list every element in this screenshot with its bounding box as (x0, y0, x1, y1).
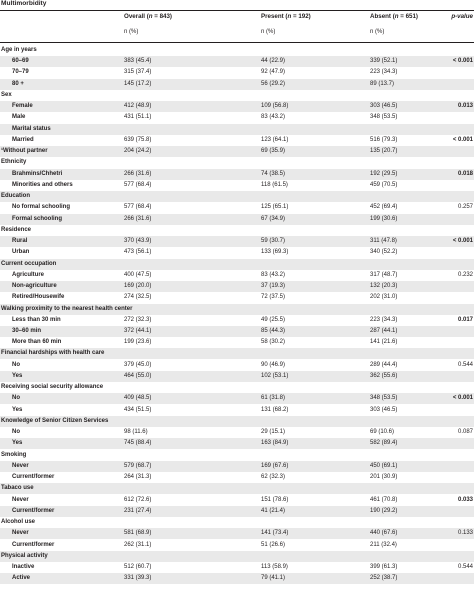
p-value: < 0.001 (452, 395, 473, 402)
present-value: 113 (58.9) (261, 564, 288, 571)
row-label: Yes (12, 440, 23, 447)
present-value: 69 (35.9) (261, 148, 286, 155)
present-value: 29 (15.1) (261, 429, 286, 436)
present-value: 83 (43.2) (261, 114, 286, 121)
p-value: 0.013 (457, 103, 473, 110)
row-label: Retired/Housewife (12, 294, 65, 301)
absent-value: 287 (44.1) (370, 328, 398, 334)
overall-value: 464 (55.0) (124, 372, 152, 379)
absent-value: 516 (79.3) (370, 136, 398, 143)
p-value: 0.133 (457, 530, 473, 537)
row-label: 80 + (12, 80, 24, 87)
overall-value: 379 (45.0) (124, 361, 152, 368)
absent-value: 303 (46.5) (370, 406, 398, 413)
row-label: Formal schooling (12, 215, 63, 222)
row-label: Current/former (12, 541, 55, 548)
header-overall: Overall (n = 843) (124, 13, 172, 20)
overall-value: 577 (68.4) (124, 204, 152, 211)
present-value: 79 (41.1) (261, 575, 286, 582)
table-row (0, 382, 474, 393)
row-label: Yes (12, 372, 23, 379)
table-row (0, 360, 474, 371)
table-row (0, 45, 474, 56)
overall-value: 579 (68.7) (124, 462, 152, 469)
absent-value: 141 (21.6) (370, 339, 398, 346)
overall-value: 612 (72.6) (124, 496, 152, 503)
row-label: Male (12, 114, 26, 121)
overall-value: 315 (37.4) (124, 69, 152, 76)
overall-value: 412 (48.9) (124, 103, 152, 110)
category-label: Alcohol use (1, 519, 36, 526)
category-label: Knowledge of Senior Citizen Services (1, 417, 109, 424)
overall-value: 266 (31.6) (124, 170, 152, 177)
table-row (0, 304, 474, 315)
table-row (0, 79, 474, 90)
table-row (0, 247, 474, 258)
overall-value: 145 (17.2) (124, 80, 152, 87)
table-row (0, 214, 474, 225)
category-label: Physical activity (1, 552, 48, 559)
absent-value: 199 (30.6) (370, 215, 398, 222)
present-value: 67 (34.9) (261, 215, 286, 222)
category-label: Walking proximity to the nearest health center (1, 305, 133, 312)
present-value: 163 (84.9) (261, 440, 289, 447)
header-pvalue: p-value (451, 13, 473, 20)
overall-value: 169 (20.0) (124, 283, 152, 290)
overall-value: 372 (44.1) (124, 328, 152, 334)
row-label: Minorities and others (12, 181, 73, 188)
p-value: 0.232 (457, 271, 473, 278)
table-row (0, 405, 474, 416)
absent-value: 192 (29.5) (370, 170, 398, 177)
present-value: 109 (56.8) (261, 103, 289, 110)
table-row (0, 461, 474, 472)
table-row (0, 551, 474, 562)
absent-value: 348 (53.5) (370, 395, 398, 402)
row-label: Inactive (12, 564, 35, 571)
present-value: 90 (46.9) (261, 361, 286, 368)
table-row (0, 225, 474, 236)
overall-value: 262 (31.1) (124, 541, 152, 548)
row-label: No formal schooling (12, 204, 71, 211)
header-absent: Absent (n = 651) (370, 13, 418, 20)
present-value: 83 (43.2) (261, 271, 286, 278)
top-rule (0, 10, 474, 11)
absent-value: 202 (31.0) (370, 294, 398, 301)
overall-value: 431 (51.1) (124, 114, 152, 121)
p-value: 0.087 (457, 429, 473, 436)
header-rule (0, 42, 474, 43)
category-label: Smoking (1, 451, 27, 458)
p-value: 0.544 (457, 361, 473, 368)
table-row (0, 393, 474, 404)
row-label: Non-agriculture (12, 283, 57, 290)
table-row (0, 112, 474, 123)
table-row (0, 427, 474, 438)
table-row (0, 517, 474, 528)
row-label: No (12, 429, 20, 436)
category-label: Education (1, 193, 31, 200)
p-value: 0.544 (457, 564, 473, 571)
present-value: 92 (47.9) (261, 69, 286, 76)
category-label: Tabaco use (1, 485, 34, 492)
row-label: Never (12, 530, 29, 537)
category-label: Financial hardships with health care (1, 350, 105, 357)
present-value: 58 (30.2) (261, 339, 286, 346)
table-row (0, 573, 474, 584)
absent-value: 69 (10.6) (370, 429, 395, 436)
category-label: Receiving social security allowance (1, 384, 104, 391)
present-value: 49 (25.5) (261, 316, 286, 323)
absent-value: 252 (38.7) (370, 575, 398, 582)
row-label: Active (12, 575, 31, 582)
row-label: ¹Without partner (1, 148, 48, 155)
header-present: Present (n = 192) (261, 13, 311, 20)
row-label: Marital status (12, 125, 51, 132)
absent-value: 132 (20.3) (370, 283, 398, 290)
absent-value: 303 (46.5) (370, 103, 398, 110)
table-row (0, 124, 474, 135)
row-label: Female (12, 103, 33, 110)
table-row (0, 101, 474, 112)
overall-value: 370 (43.9) (124, 238, 152, 245)
row-label: Yes (12, 406, 23, 413)
overall-value: 231 (27.4) (124, 507, 152, 514)
overall-value: 264 (31.3) (124, 474, 152, 481)
absent-value: 582 (89.4) (370, 440, 398, 447)
table-row (0, 259, 474, 270)
table-row (0, 540, 474, 551)
row-label: 70–79 (12, 69, 29, 76)
present-value: 62 (32.3) (261, 474, 286, 481)
table-row (0, 169, 474, 180)
overall-value: 577 (68.4) (124, 181, 152, 188)
present-value: 123 (64.1) (261, 136, 289, 143)
table-row (0, 337, 474, 348)
p-value: < 0.001 (452, 58, 473, 65)
table-row (0, 315, 474, 326)
absent-value: 190 (29.2) (370, 507, 398, 514)
overall-value: 274 (32.5) (124, 294, 152, 301)
present-value: 72 (37.5) (261, 294, 286, 301)
table-row (0, 506, 474, 517)
overall-value: 331 (39.3) (124, 575, 152, 582)
present-value: 169 (67.6) (261, 462, 289, 469)
overall-value: 204 (24.2) (124, 148, 152, 155)
table-row (0, 371, 474, 382)
p-value: 0.017 (457, 316, 473, 323)
absent-value: 89 (13.7) (370, 80, 395, 87)
present-value: 118 (61.5) (261, 181, 288, 188)
table-row (0, 348, 474, 359)
present-value: 37 (19.3) (261, 283, 286, 290)
overall-value: 266 (31.6) (124, 215, 152, 222)
overall-value: 512 (60.7) (124, 564, 152, 571)
overall-value: 409 (48.5) (124, 395, 152, 402)
category-label: Ethnicity (1, 159, 27, 166)
unit-absent: n (%) (370, 29, 385, 35)
row-label: Never (12, 462, 29, 469)
absent-value: 223 (34.3) (370, 316, 398, 323)
row-label: More than 60 min (12, 339, 62, 346)
table-row (0, 416, 474, 427)
absent-value: 459 (70.5) (370, 181, 398, 188)
present-value: 151 (78.6) (261, 496, 289, 503)
table-row (0, 472, 474, 483)
table-row (0, 483, 474, 494)
absent-value: 311 (47.8) (370, 238, 397, 245)
table-row (0, 292, 474, 303)
absent-value: 348 (53.5) (370, 114, 398, 121)
present-value: 102 (53.1) (261, 372, 289, 379)
overall-value: 400 (47.5) (124, 271, 152, 278)
absent-value: 362 (55.6) (370, 372, 398, 379)
overall-value: 473 (56.1) (124, 249, 152, 256)
table-row (0, 236, 474, 247)
overall-value: 272 (32.3) (124, 316, 152, 323)
present-value: 59 (30.7) (261, 238, 286, 245)
overall-value: 98 (11.6) (124, 429, 148, 436)
row-label: Rural (12, 238, 28, 245)
absent-value: 211 (32.4) (370, 541, 397, 548)
present-value: 125 (65.1) (261, 204, 289, 211)
table-row (0, 135, 474, 146)
absent-value: 289 (44.4) (370, 361, 398, 368)
absent-value: 201 (30.9) (370, 474, 398, 481)
p-value: 0.018 (457, 170, 473, 177)
table-row (0, 450, 474, 461)
present-value: 131 (68.2) (261, 406, 289, 413)
overall-value: 581 (68.9) (124, 530, 152, 537)
category-label: Current occupation (1, 260, 57, 267)
table-row (0, 67, 474, 78)
row-label: No (12, 361, 20, 368)
present-value: 61 (31.8) (261, 395, 286, 402)
table-row (0, 438, 474, 449)
absent-value: 440 (67.6) (370, 530, 398, 537)
p-value: 0.257 (457, 204, 473, 211)
row-label: Current/former (12, 474, 55, 481)
overall-value: 745 (88.4) (124, 440, 152, 447)
absent-value: 461 (70.8) (370, 496, 398, 503)
absent-value: 450 (69.1) (370, 462, 398, 469)
row-label: Current/former (12, 507, 55, 514)
p-value: < 0.001 (452, 136, 473, 143)
row-label: Married (12, 136, 34, 143)
present-value: 141 (73.4) (261, 530, 289, 537)
row-label: Urban (12, 249, 30, 256)
table-row (0, 90, 474, 101)
unit-overall: n (%) (124, 29, 139, 35)
table-row (0, 281, 474, 292)
table-row (0, 326, 474, 337)
table-row (0, 528, 474, 539)
table-row (0, 56, 474, 67)
p-value: < 0.001 (452, 238, 473, 245)
overall-value: 639 (75.8) (124, 136, 152, 143)
present-value: 74 (38.5) (261, 170, 286, 177)
p-value: 0.033 (457, 496, 473, 503)
table-row (0, 146, 474, 157)
absent-value: 135 (20.7) (370, 148, 398, 155)
overall-value: 434 (51.5) (124, 406, 152, 413)
category-label: Residence (1, 226, 32, 233)
row-label: 30–60 min (12, 328, 42, 334)
overall-value: 383 (45.4) (124, 58, 152, 65)
absent-value: 399 (61.3) (370, 564, 398, 571)
present-value: 56 (29.2) (261, 80, 286, 87)
row-label: Brahmins/Chhetri (12, 170, 63, 177)
table-title: Multimorbidity (1, 0, 47, 7)
overall-value: 199 (23.6) (124, 339, 152, 346)
table-row (0, 495, 474, 506)
table-row (0, 562, 474, 573)
absent-value: 340 (52.2) (370, 249, 398, 256)
table-row (0, 157, 474, 168)
table-row (0, 180, 474, 191)
row-label: Agriculture (12, 271, 45, 278)
table-row (0, 202, 474, 213)
category-label: Sex (1, 91, 12, 98)
table-row (0, 191, 474, 202)
table-row (0, 270, 474, 281)
present-value: 133 (69.3) (261, 249, 289, 256)
row-label: Less than 30 min (12, 316, 61, 323)
absent-value: 339 (52.1) (370, 58, 398, 65)
absent-value: 223 (34.3) (370, 69, 398, 76)
row-label: 60–69 (12, 58, 29, 65)
row-label: Never (12, 496, 29, 503)
unit-present: n (%) (261, 29, 276, 35)
present-value: 51 (26.6) (261, 541, 286, 548)
present-value: 85 (44.3) (261, 328, 286, 334)
absent-value: 452 (69.4) (370, 204, 398, 211)
present-value: 41 (21.4) (261, 507, 286, 514)
present-value: 44 (22.9) (261, 58, 286, 65)
absent-value: 317 (48.7) (370, 271, 398, 278)
category-label: Age in years (1, 47, 37, 53)
row-label: No (12, 395, 20, 402)
